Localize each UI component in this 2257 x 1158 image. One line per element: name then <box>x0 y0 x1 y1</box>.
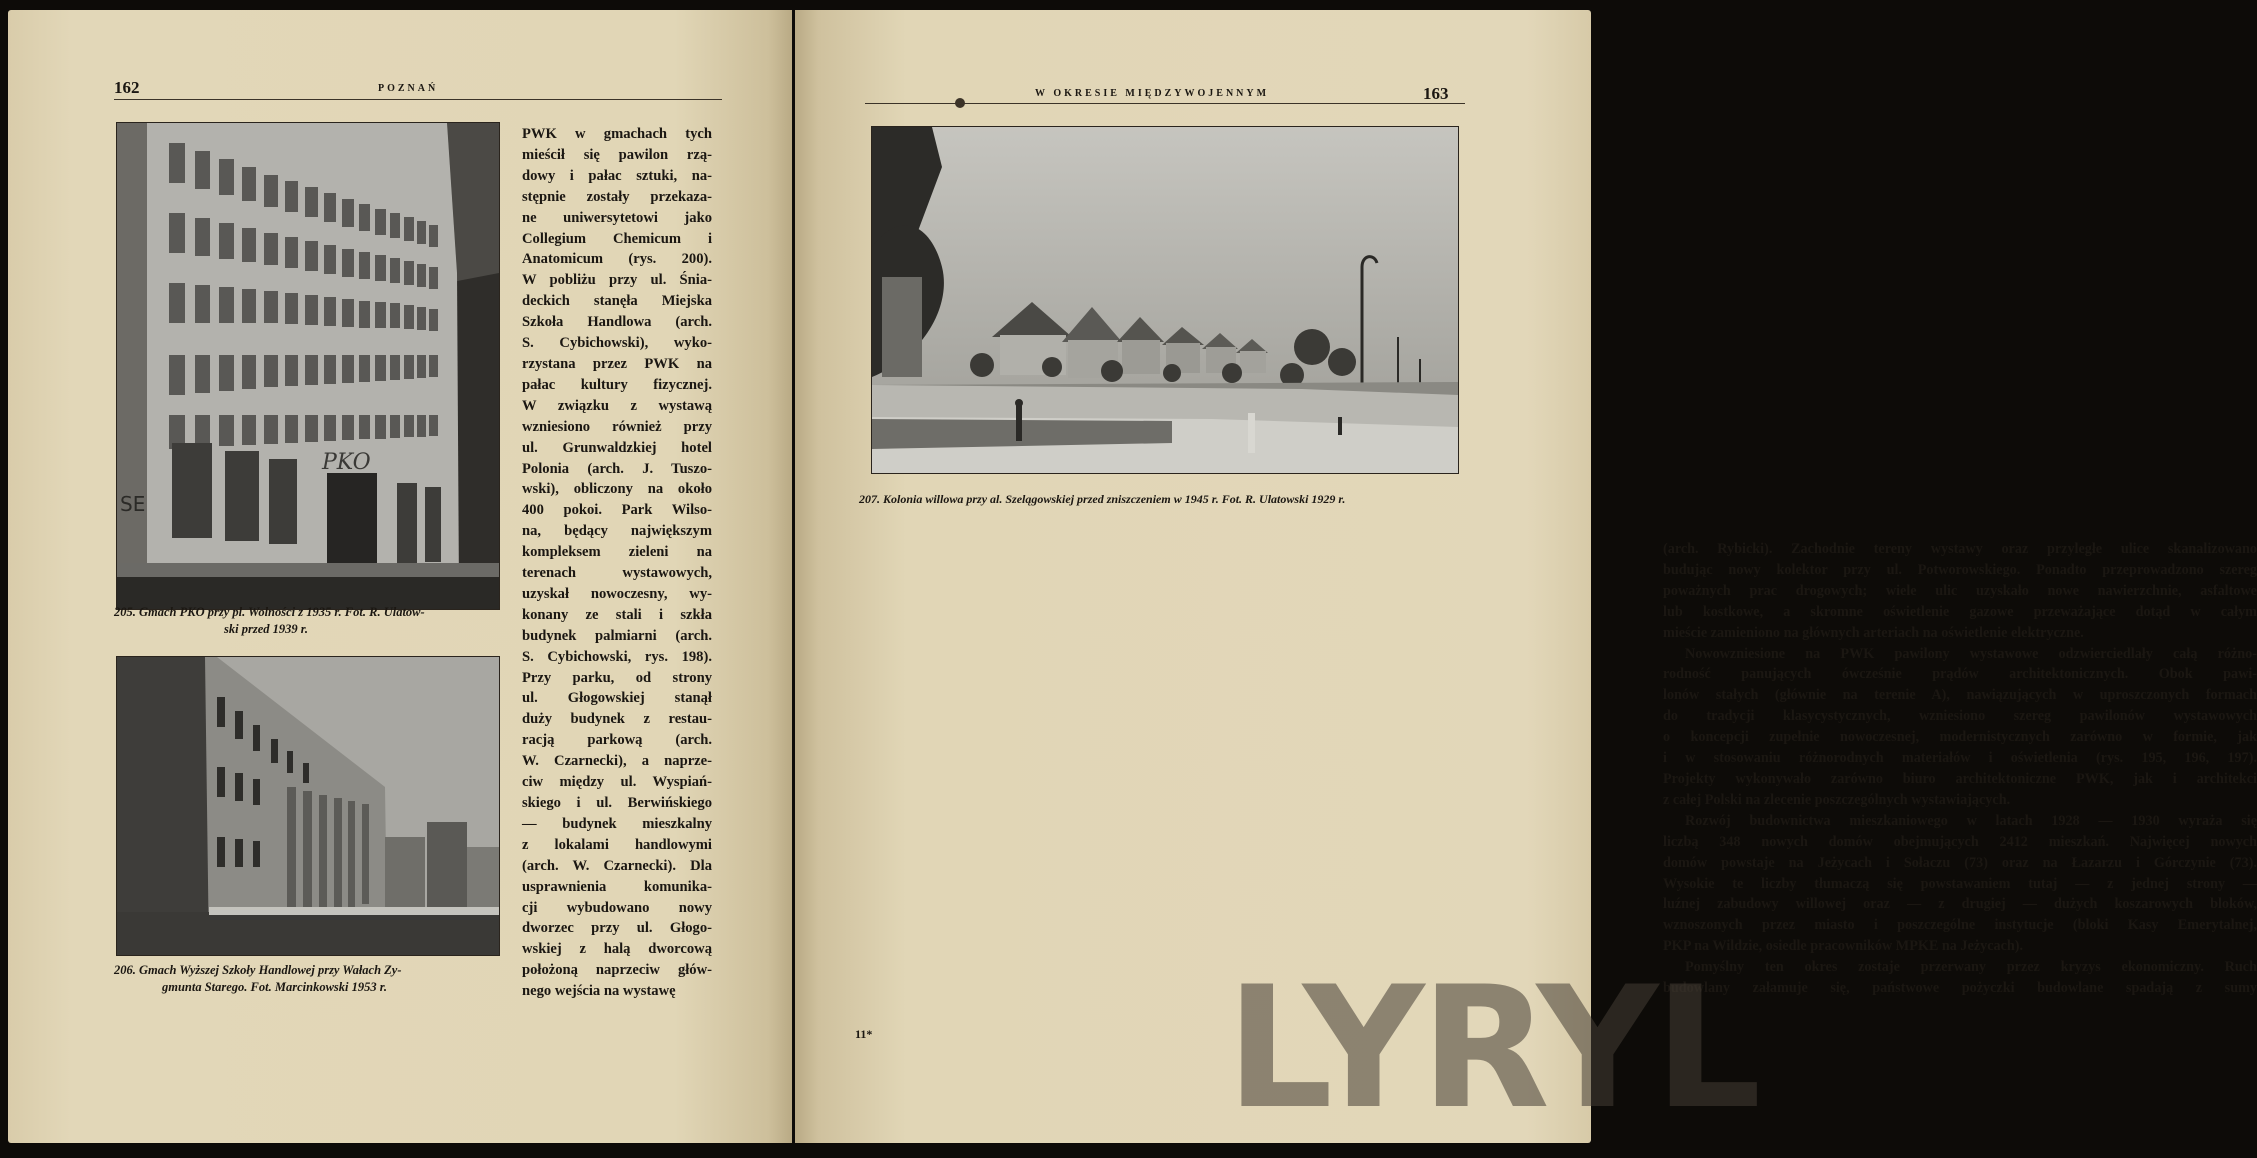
left-column-line: ciw między ul. Wyspiań- <box>522 774 712 791</box>
left-column-line: uzyskał nowoczesny, wy- <box>522 585 712 602</box>
left-column-line: nego wejścia na wystawę <box>522 983 676 1000</box>
left-column-line: terenach wystawowych, <box>522 565 712 582</box>
right-paragraph-line: Rozwój budownictwa mieszkaniowego w latach 1928 — 1930 wyraża się <box>1685 812 2257 829</box>
pko-sign-text: PKO <box>322 450 371 475</box>
left-column-line: rzystana przez PWK na <box>522 355 712 372</box>
caption-206-line: 206. Gmach Wyższej Szkoły Handlowej przy Wałach Zy- <box>114 963 402 977</box>
left-column-line: W. Czarnecki), a naprze- <box>522 753 712 770</box>
photo-pko-building <box>116 122 500 610</box>
right-paragraph-line: (arch. Rybicki). Zachodnie tereny wystawy oraz przyległe ulice skanalizowano <box>1663 541 2257 557</box>
right-paragraph-line: poważnych prac drogowych; wiele ulic uzyskało nowe nawierzchnie, asfaltowe <box>1663 582 2257 599</box>
caption-fig-206 <box>114 962 504 996</box>
right-paragraph-line: Projekty wykonywało zarówno biuro architektoniczne PWK, jak i architekci <box>1663 770 2257 787</box>
right-paragraph-line: lonów stałych (głównie na terenie A), nawiązujących w uproszczonych formach <box>1663 687 2257 704</box>
right-paragraph-line: lub kostkowe, a skromne oświetlenie gazowe przeważające dotąd w całym <box>1663 603 2257 620</box>
caption-205-line: ski przed 1939 r. <box>224 622 309 636</box>
left-column-line: S. Cybichowski), wyko- <box>522 335 712 352</box>
shop-sign-text: SE <box>120 492 146 516</box>
right-paragraph-line: i w stosowaniu różnorodnych materiałów i oświetlenia (rys. 195, 196, 197). <box>1663 750 2257 767</box>
photo-villa-colony <box>871 126 1459 474</box>
right-paragraph-line: o koncepcji zupełnie nowoczesnej, modernistycznych zarówno w formie, jak <box>1663 729 2257 746</box>
left-column-line: dworzec przy ul. Głogo- <box>522 920 712 937</box>
running-head-right: W OKRESIE MIĘDZYWOJENNYM <box>1035 88 1270 99</box>
photo-wsh-building <box>116 656 500 956</box>
signature-mark: 11* <box>855 1027 873 1041</box>
right-paragraph-line: do tradycji klasycystycznych, wzniesiono szereg pawilonów wystawowych <box>1663 708 2257 725</box>
right-paragraph-line: Nowowzniesione na PWK pawilony wystawowe odzwierciedlały całą różno- <box>1685 645 2257 662</box>
left-column-line: W pobliżu przy ul. Śnia- <box>522 272 712 289</box>
left-column-line: Szkoła Handlowa (arch. <box>522 314 712 331</box>
right-paragraph-line: wznoszonych przez miasto i poszczególne instytucje (bloki Kasy Emerytalnej, <box>1663 917 2257 934</box>
right-paragraph <box>1663 644 2257 811</box>
ink-spot <box>955 98 965 108</box>
left-column-line: wskiej z halą dworcową <box>522 941 712 958</box>
left-column-line: ul. Grunwaldzkiej hotel <box>522 439 712 456</box>
left-column-line: położoną naprzeciw głów- <box>522 962 712 979</box>
right-paragraph-line: domów powstaje na Jeżycach i Sołaczu (73) oraz na Łazarzu i Górczynie (73). <box>1663 854 2257 871</box>
header-rule-left <box>114 99 722 100</box>
left-column-line: konany ze stali i szkła <box>522 606 712 623</box>
left-column-line: budynek palmiarni (arch. <box>522 627 712 644</box>
left-column-line: ne uniwersytetowi jako <box>522 209 712 226</box>
left-column-line: stępnie zostały przekaza- <box>522 188 712 205</box>
left-column-line: ul. Głogowskiej stanął <box>522 690 712 707</box>
left-column-line: — budynek mieszkalny <box>522 815 712 832</box>
left-column-line: PWK w gmachach tych <box>522 126 712 142</box>
right-paragraph-line: luźnej zabudowy willowej oraz — z drugiej — dużych koszarowych bloków, <box>1663 896 2257 913</box>
caption-206-line: gmunta Starego. Fot. Marcinkowski 1953 r. <box>162 980 388 994</box>
right-paragraph-line: rodność panujących ówcześnie prądów architektonicznych. Obok pawi- <box>1663 666 2257 683</box>
left-column-line: usprawnienia komunika- <box>522 878 712 895</box>
left-column-line: Przy parku, od strony <box>522 669 712 686</box>
left-column-line: wski), obliczony na około <box>522 481 712 498</box>
left-column-line: deckich stanęła Miejska <box>522 293 712 310</box>
left-column-line: z lokalami handlowymi <box>522 836 712 853</box>
caption-fig-207: 207. Kolonia willowa przy al. Szelągowskiej przed zniszczeniem w 1945 r. Fot. R. Ulatowski 1929 r. <box>859 492 1346 506</box>
left-column-line: cji wybudowano nowy <box>522 899 712 916</box>
left-column-line: wzniesiono również przy <box>522 418 712 435</box>
left-column-line: S. Cybichowski, rys. 198). <box>522 648 712 665</box>
right-paragraph-line: liczbą 348 nowych domów obejmujących 2412 mieszkań. Najwięcej nowych <box>1663 833 2257 850</box>
left-column-line: kompleksem zieleni na <box>522 544 712 561</box>
caption-205-line: 205. Gmach PKO przy pl. Wolności z 1935 r. Fot. R. Ulatow- <box>114 605 425 619</box>
right-paragraph-line: Wysokie te liczby tłumaczą się powstawaniem tutaj — z jednej strony — <box>1663 875 2257 892</box>
left-column-line: mieścił się pawilon rzą- <box>522 146 712 163</box>
left-column-line: pałac kultury fizycznej. <box>522 376 712 393</box>
page-number-left: 162 <box>114 78 140 97</box>
left-column-line: duży budynek z restau- <box>522 711 712 728</box>
right-paragraph-line: z całej Polski na zlecenie poszczególnych wystawiających. <box>1663 791 2011 808</box>
left-page <box>8 10 792 1143</box>
right-paragraph-line: budowlany załamuje się, państwowe pożyczki budowlane spadają z sumy <box>1663 980 2257 997</box>
page-number-right: 163 <box>1423 84 1449 103</box>
left-column-line: skiego i ul. Berwińskiego <box>522 795 712 811</box>
right-paragraph <box>1663 539 2257 644</box>
left-column-line: racją parkową (arch. <box>522 732 712 749</box>
left-column-line: dowy i pałac sztuki, na- <box>522 167 712 184</box>
right-paragraph-line: Pomyślny ten okres zostaje przerwany przez kryzys ekonomiczny. Ruch <box>1685 959 2257 976</box>
right-paragraph-line: budując nowy kolektor przy ul. Potworowskiego. Ponadto przeprowadzono szereg <box>1663 561 2257 578</box>
right-paragraph-line: PKP na Wildzie, osiedle pracowników MPKE na Jeżycach). <box>1663 938 2024 955</box>
left-column-line: W związku z wystawą <box>522 397 712 414</box>
left-text-column <box>522 124 712 1002</box>
left-column-line: (arch. W. Czarnecki). Dla <box>522 857 712 874</box>
right-text-column <box>1663 539 2257 999</box>
running-head-left: POZNAŃ <box>378 83 439 94</box>
left-column-line: Collegium Chemicum i <box>522 230 712 247</box>
left-column-line: 400 pokoi. Park Wilso- <box>522 502 712 519</box>
left-column-line: Anatomicum (rys. 200). <box>522 251 712 268</box>
right-paragraph <box>1663 811 2257 957</box>
right-paragraph-line: mieście zamieniono na głównych arteriach na oświetlenie elektryczne. <box>1663 624 2084 641</box>
left-column-line: Polonia (arch. J. Tuszo- <box>522 460 712 477</box>
left-column-line: na, będący największym <box>522 523 712 540</box>
watermark: LYRYL <box>1226 950 1758 1146</box>
caption-fig-205 <box>114 604 504 638</box>
